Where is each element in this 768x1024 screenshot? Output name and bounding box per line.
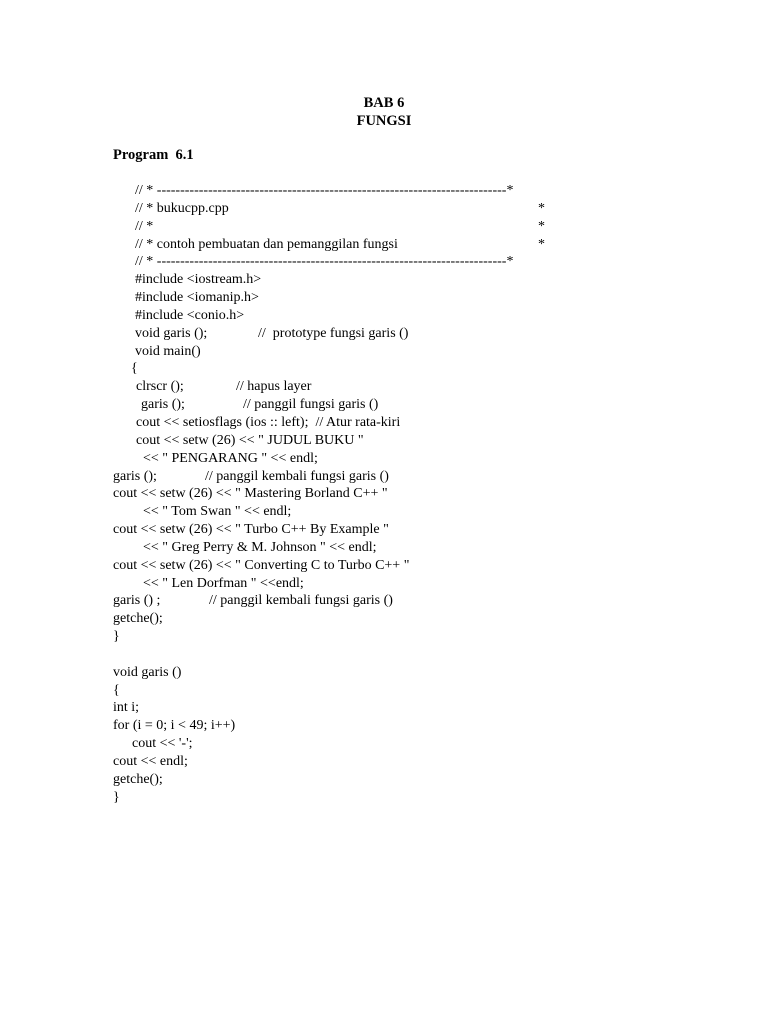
code-text: } <box>113 789 120 805</box>
comment-border-star: * <box>538 218 545 234</box>
code-text: void garis () <box>113 664 182 680</box>
chapter-subtitle: FUNGSI <box>356 113 412 129</box>
code-text: cout << setiosflags (ios :: left); // Atur rata-kiri <box>136 414 401 430</box>
code-line <box>0 236 768 254</box>
code-text: cout << endl; <box>113 754 188 769</box>
code-line <box>0 753 768 771</box>
comment-border-star: * <box>538 200 545 216</box>
code-text: getche(); <box>113 611 163 627</box>
code-line <box>0 735 768 753</box>
code-line <box>0 307 768 325</box>
code-text: // * ---------------------------------------------------------------------------* <box>135 254 514 270</box>
code-text: #include <iomanip.h> <box>135 290 259 306</box>
code-line <box>0 610 768 628</box>
code-text: cout << setw (26) << " Turbo C++ By Example " <box>113 522 389 538</box>
code-text: cout << setw (26) << " JUDUL BUKU " <box>136 432 364 448</box>
code-line <box>0 771 768 789</box>
code-line <box>0 289 768 307</box>
code-comment: // prototype fungsi garis () <box>258 325 409 341</box>
code-text: } <box>113 629 120 645</box>
code-line <box>0 557 768 575</box>
code-line <box>0 717 768 735</box>
code-text: << " PENGARANG " << endl; <box>143 450 318 466</box>
code-comment: // hapus layer <box>236 379 312 395</box>
code-line <box>0 360 768 378</box>
code-line <box>0 218 768 236</box>
code-text: // * bukucpp.cpp <box>135 200 229 216</box>
code-text: << " Len Dorfman " <<endl; <box>143 575 304 591</box>
code-text: // * ---------------------------------------------------------------------------* <box>135 183 514 198</box>
code-line <box>0 521 768 539</box>
code-text: int i; <box>113 700 140 716</box>
code-line <box>0 539 768 557</box>
code-text: cout << setw (26) << " Mastering Borland C++ " <box>113 486 388 502</box>
code-text: { <box>113 682 120 698</box>
code-line <box>0 592 768 610</box>
code-line <box>0 343 768 361</box>
code-line <box>0 414 768 432</box>
code-text: { <box>131 361 138 377</box>
code-text: // * contoh pembuatan dan pemanggilan fungsi <box>135 236 398 252</box>
code-comment: // panggil fungsi garis () <box>243 397 379 413</box>
code-line <box>0 396 768 414</box>
code-line <box>0 325 768 343</box>
code-line <box>0 271 768 289</box>
code-comment: // panggil kembali fungsi garis () <box>209 593 393 609</box>
code-text: getche(); <box>113 771 163 787</box>
code-line <box>0 789 768 807</box>
code-line <box>0 253 768 271</box>
code-line <box>0 468 768 486</box>
code-text: // * <box>135 218 154 234</box>
code-text: << " Tom Swan " << endl; <box>143 504 292 520</box>
code-text: #include <iostream.h> <box>135 272 262 288</box>
chapter-title: BAB 6 <box>363 95 405 111</box>
code-line <box>0 432 768 450</box>
code-line <box>0 575 768 593</box>
code-line <box>0 503 768 521</box>
program-label: Program 6.1 <box>113 147 194 163</box>
code-text: << " Greg Perry & M. Johnson " << endl; <box>143 539 377 555</box>
code-line <box>0 699 768 717</box>
code-line <box>0 378 768 396</box>
code-line <box>0 200 768 218</box>
code-line <box>0 485 768 503</box>
code-line <box>0 628 768 646</box>
code-text: void garis (); <box>135 325 208 341</box>
comment-border-star: * <box>538 236 545 252</box>
code-text: void main() <box>135 343 201 359</box>
code-text: for (i = 0; i < 49; i++) <box>113 718 236 734</box>
code-line <box>0 664 768 682</box>
code-comment: // panggil kembali fungsi garis () <box>205 468 389 484</box>
code-line <box>0 646 768 664</box>
code-text: cout << setw (26) << " Converting C to Turbo C++ " <box>113 557 410 573</box>
code-text: clrscr (); <box>136 379 184 395</box>
code-line <box>0 450 768 468</box>
code-text: garis (); <box>141 397 185 413</box>
code-text: cout << '-'; <box>132 736 193 752</box>
code-line <box>0 682 768 700</box>
code-text: garis (); <box>113 468 157 484</box>
code-listing <box>0 182 768 807</box>
code-text: #include <conio.h> <box>135 307 245 323</box>
code-line <box>0 182 768 200</box>
code-text: garis () ; <box>113 593 161 609</box>
